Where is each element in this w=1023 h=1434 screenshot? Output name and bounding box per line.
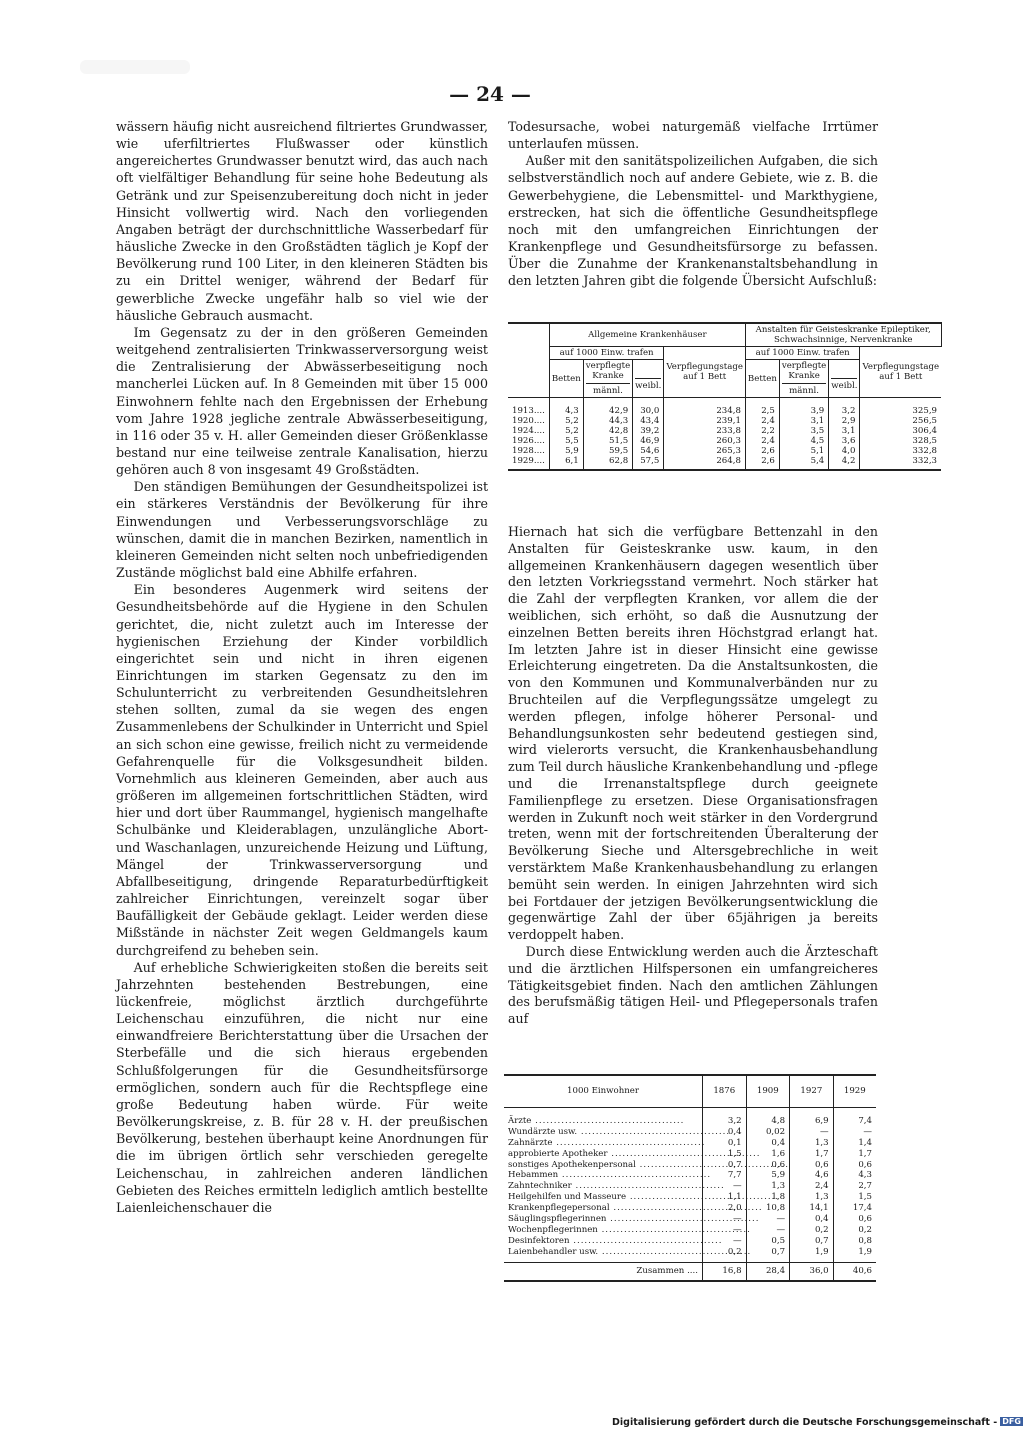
table-cell: 44,3 xyxy=(583,416,632,426)
table-row xyxy=(508,426,941,436)
table-cell: 0,2 xyxy=(833,1225,876,1236)
table-cell: 0,8 xyxy=(833,1236,876,1247)
table-cell: 4,3 xyxy=(833,1170,876,1181)
table-cell: 0,2 xyxy=(790,1225,834,1236)
table-cell: 2,4 xyxy=(745,436,779,446)
table-cell: 3,6 xyxy=(829,436,860,446)
row-label xyxy=(504,1203,703,1214)
table-cell: 2,2 xyxy=(745,426,779,436)
table-cell: 0,1 xyxy=(703,1138,747,1149)
table-row xyxy=(504,1127,876,1138)
row-label xyxy=(504,1192,703,1203)
paragraph: Den ständigen Bemühungen der Gesundheitspolizei ist ein stärkeres Verständnis der Bevölkerung für ihre Einwendungen und Verbesserungsvorschläge zu wünschen, damit die in manchen Bezirken, namentlich in kleineren Gemeinden nicht selten noch unbefriedigenden Zustände möglichst bald eine Abhilfe erfahren. xyxy=(116,479,488,581)
table-cell: 4,8 xyxy=(746,1107,790,1126)
table-row xyxy=(504,1203,876,1214)
table-row xyxy=(504,1214,876,1225)
table-cell: 4,2 xyxy=(829,456,860,470)
female-label: weibl. xyxy=(831,378,857,391)
left-text-column xyxy=(116,118,488,1216)
table-cell: 332,8 xyxy=(860,446,941,456)
table-cell: 30,0 xyxy=(633,398,664,417)
table-cell: 39,2 xyxy=(633,426,664,436)
row-label-text: Säuglingspflegerinnen ..... xyxy=(508,1214,759,1224)
general-hospitals-header: Allgemeine Krankenhäuser xyxy=(549,323,745,347)
table-cell: 1,3 xyxy=(790,1138,834,1149)
table-cell: — xyxy=(703,1181,747,1192)
table-cell: 5,4 xyxy=(779,456,828,470)
table-cell: — xyxy=(703,1214,747,1225)
table-row xyxy=(504,1160,876,1171)
table-cell: 43,4 xyxy=(633,416,664,426)
table-cell: 3,2 xyxy=(703,1107,747,1126)
table-cell: 332,3 xyxy=(860,456,941,470)
table-cell: 0,6 xyxy=(746,1160,790,1171)
table-cell: 59,5 xyxy=(583,446,632,456)
table-cell: — xyxy=(703,1225,747,1236)
table-cell: 3,2 xyxy=(829,398,860,417)
row-year: 1920.... xyxy=(508,416,549,426)
table-row xyxy=(504,1170,876,1181)
dfg-logo: DFG xyxy=(1002,1417,1021,1426)
row-label-text: Desinfektoren ..... xyxy=(508,1236,723,1246)
total-value: 40,6 xyxy=(833,1262,876,1280)
table-cell: 256,5 xyxy=(860,416,941,426)
table-cell: 0,6 xyxy=(833,1160,876,1171)
table-cell: 0,2 xyxy=(703,1247,747,1262)
table-cell: 3,1 xyxy=(829,426,860,436)
hospital-statistics-table xyxy=(508,322,942,471)
table-cell: 264,8 xyxy=(664,456,746,470)
year-header: 1876 xyxy=(703,1075,747,1107)
table-cell: 1,8 xyxy=(746,1192,790,1203)
right-text-column-bottom xyxy=(508,524,878,1028)
row-label-text: Ärzte ..... xyxy=(508,1116,684,1126)
table-cell: 51,5 xyxy=(583,436,632,446)
table-row xyxy=(504,1247,876,1262)
table-cell: 42,8 xyxy=(583,426,632,436)
table-cell: 5,9 xyxy=(746,1170,790,1181)
male-header: männl. xyxy=(593,386,623,396)
female-header xyxy=(633,360,664,398)
year-header: 1929 xyxy=(833,1075,876,1107)
table-cell: 325,9 xyxy=(860,398,941,417)
table-cell: 46,9 xyxy=(633,436,664,446)
row-year: 1928.... xyxy=(508,446,549,456)
table-cell: 1,1 xyxy=(703,1192,747,1203)
row-label xyxy=(504,1170,703,1181)
table-cell: 3,9 xyxy=(779,398,828,417)
paragraph: Durch diese Entwicklung werden auch die Ärzteschaft und die ärztlichen Hilfspersonen ein umfangreicheres Tätigkeitsgebiet finden. Nach den amtlichen Zählungen des berufsmäßig tätigen Heil- und Pflegepersonals trafen auf xyxy=(508,943,878,1027)
paragraph: Hiernach hat sich die verfügbare Bettenzahl in den Anstalten für Geisteskranke usw. kaum, in den allgemeinen Krankenhäusern dagegen wesentlich über den letzten Vorkriegsstand vermehrt. Noch stärker hat die Zahl der verpflegten Kranken, vor allem die der weiblichen, sich erhöht, so daß die Ausnutzung der einzelnen Betten bereits ihren Höchstgrad erlangt hat. Im letzten Jahre ist in dieser Hinsicht eine gewisse Erleichterung eingetreten. Da die Anstaltsunkosten, die von den Kommunen und Kommunalverbänden nur zu Bruchteilen auf die Verpflegungssätze umgelegt zu werden pflegen, infolge höherer Personal- und Behandlungsunkosten sehr bedeutend gestiegen sind, wird vielerorts versucht, die Krankenhausbehandlung zum Teil durch häusliche Krankenbehandlung und -pflege und die Irrenanstaltspflege durch geeignete Familienpflege zu ersetzen. Diese Organisationsfragen werden in Zukunft noch weit stärker in den Vordergrund treten, wenn mit der fortschreitenden Überalterung der Bevölkerung Sieche und Altersgebrechliche in weit verstärktem Maße Krankenhausbehandlung zu erlangen bemüht sein werden. In einigen Jahrzehnten wird sich bei Fortdauer der jetzigen Bevölkerungsentwicklung die gegenwärtige Zahl der über 65jährigen ja bereits verdoppelt haben. xyxy=(508,524,878,943)
paragraph: Im Gegensatz zu der in den größeren Gemeinden weitgehend zentralisierten Trinkwasserversorgung weist die Zentralisierung der Abwässerbeseitigung noch mancherlei Lücken auf. In 8 Gemeinden mit über 15 000 Einwohnern fehlte nach den Ergebnissen der Erhebung vom Jahre 1928 jegliche zentrale Abwässerbeseitigung, in 116 oder 35 v. H. aller Gemeinden dieser Größenklasse bestand nur eine teilweise zentrale Kanalisation, hierzu gehören auch 8 von insgesamt 49 Großstädten. xyxy=(116,324,488,478)
table-cell: 0,7 xyxy=(746,1247,790,1262)
table-cell: 14,1 xyxy=(790,1203,834,1214)
table-row xyxy=(504,1181,876,1192)
care-days-header: Verpflegungstage auf 1 Bett xyxy=(664,347,746,398)
table-cell: 4,6 xyxy=(790,1170,834,1181)
staff-label-header: 1000 Einwohner xyxy=(504,1075,703,1107)
year-header: 1927 xyxy=(790,1075,834,1107)
table-cell: 1,9 xyxy=(790,1247,834,1262)
beds-header: Betten xyxy=(549,360,583,398)
mental-institutions-header: Anstalten für Geisteskranke Epileptiker, Schwachsinnige, Nervenkranke xyxy=(745,323,941,347)
total-label: Zusammen .... xyxy=(504,1262,703,1280)
row-label-text: Krankenpflegepersonal ..... xyxy=(508,1203,763,1213)
row-label xyxy=(504,1247,703,1262)
table-row xyxy=(508,436,941,446)
year-header: 1909 xyxy=(746,1075,790,1107)
female-label: weibl. xyxy=(635,378,661,391)
table-cell: 54,6 xyxy=(633,446,664,456)
table-cell: 1,3 xyxy=(746,1181,790,1192)
table-cell: 2,4 xyxy=(790,1181,834,1192)
table-cell: 0,02 xyxy=(746,1127,790,1138)
table-cell: 4,3 xyxy=(549,398,583,417)
table-cell: 260,3 xyxy=(664,436,746,446)
paragraph: Auf erhebliche Schwierigkeiten stoßen die bereits seit Jahrzehnten bestehenden Bestrebungen, eine lückenfreie, möglichst ärztlich durchgeführte Leichenschau einzuführen, die nicht nur eine einwandfreiere Berichterstattung über die Ursachen der Sterbefälle und die sich hieraus ergebenden Schlußfolgerungen für die Gesundheitsfürsorge ermöglichen, sondern auch für die Rechtspflege eine große Bedeutung haben würde. Für weite Bevölkerungskreise, z. B. für 28 v. H. der preußischen Bevölkerung, bestehen überhaupt keine Anordnungen für die im übrigen örtlich sehr verschieden geregelte Leichenschau, in zahlreichen anderen ländlichen Gebieten des Reiches ermitteln lediglich amtlich bestellte Laienleichenschauer die xyxy=(116,959,488,1215)
row-label xyxy=(504,1181,703,1192)
total-value: 16,8 xyxy=(703,1262,747,1280)
page-number: — 24 — xyxy=(449,82,531,106)
table-cell: 0,6 xyxy=(790,1160,834,1171)
table-cell: 2,6 xyxy=(745,446,779,456)
row-label xyxy=(504,1138,703,1149)
table-cell: 0,5 xyxy=(746,1236,790,1247)
row-year: 1926.... xyxy=(508,436,549,446)
table-row xyxy=(504,1192,876,1203)
table-cell: 1,7 xyxy=(790,1149,834,1160)
table-cell: 1,6 xyxy=(746,1149,790,1160)
table-cell: 1,5 xyxy=(833,1192,876,1203)
table-cell: 2,0 xyxy=(703,1203,747,1214)
table-cell: — xyxy=(833,1127,876,1138)
table-row xyxy=(504,1236,876,1247)
table-cell: 1,3 xyxy=(790,1192,834,1203)
paragraph: Außer mit den sanitätspolizeilichen Aufgaben, die sich selbstverständlich noch auf andere Gebiete, wie z. B. die Gewerbehygiene, die Lebensmittel- und Markthygiene, erstrecken, hat sich die öffentliche Gesundheitspflege noch mit den umfangreichen Einrichtungen der Krankenpflege und Gesundheitsfürsorge zu befassen. Über die Zunahme der Krankenanstaltsbehandlung in den letzten Jahren gibt die folgende Übersicht Aufschluß: xyxy=(508,153,878,289)
table-cell: 306,4 xyxy=(860,426,941,436)
table-cell: 1,7 xyxy=(833,1149,876,1160)
row-label xyxy=(504,1127,703,1138)
table-row xyxy=(508,416,941,426)
footer-text: Digitalisierung gefördert durch die Deutsche Forschungsgemeinschaft - xyxy=(612,1417,998,1428)
cared-patients-label: verpflegte Kranke xyxy=(781,361,827,381)
cared-header xyxy=(779,360,828,398)
table-cell: 2,6 xyxy=(745,456,779,470)
table-cell: 57,5 xyxy=(633,456,664,470)
paragraph: wässern häufig nicht ausreichend filtriertes Grundwasser, wie uferfiltriertes Flußwasser oder künstlich angereichertes Grundwasser benutzt wird, das auch nach oft vielfältiger Behandlung für seine hohe Bedeutung als Getränk und zur Speisenzubereitung doch nicht in jeder Hinsicht vollwertig wird. Nach den vorliegenden Angaben beträgt der durchschnittliche Wasserbedarf für häusliche Zwecke in den Großstädten täglich je Kopf der Bevölkerung rund 100 Liter, in den kleineren Städten bis zu ein Drittel weniger, während der Bedarf für gewerbliche Zwecke ungefähr halb so viel wie der häusliche Gebrauch ausmacht. xyxy=(116,119,488,323)
table-cell: 1,5 xyxy=(703,1149,747,1160)
male-header: männl. xyxy=(782,383,826,396)
row-label-text: Hebammen ..... xyxy=(508,1170,711,1180)
table-cell: 4,5 xyxy=(779,436,828,446)
table-cell: — xyxy=(746,1214,790,1225)
table-cell: 2,7 xyxy=(833,1181,876,1192)
female-header xyxy=(829,360,860,398)
table-cell: 7,7 xyxy=(703,1170,747,1181)
year-header xyxy=(508,323,549,398)
per-1000-header: auf 1000 Einw. trafen xyxy=(745,347,860,360)
table-cell: 0,7 xyxy=(703,1160,747,1171)
table-cell: 62,8 xyxy=(583,456,632,470)
row-label-text: sonstiges Apothekenpersonal ..... xyxy=(508,1160,789,1170)
table-row xyxy=(504,1107,876,1126)
table-cell: 42,9 xyxy=(583,398,632,417)
row-label xyxy=(504,1160,703,1171)
table-cell: 0,4 xyxy=(790,1214,834,1225)
row-label xyxy=(504,1214,703,1225)
table-row xyxy=(508,398,941,417)
table-cell: 0,4 xyxy=(703,1127,747,1138)
sex-subheader xyxy=(586,383,630,396)
table-cell: 239,1 xyxy=(664,416,746,426)
row-year: 1913.... xyxy=(508,398,549,417)
row-label-text: approbierte Apotheker ..... xyxy=(508,1149,760,1159)
per-1000-header: auf 1000 Einw. trafen xyxy=(549,347,664,360)
table-cell: 5,9 xyxy=(549,446,583,456)
table-cell: 328,5 xyxy=(860,436,941,446)
scan-smudge xyxy=(80,60,190,74)
row-label-text: Zahnärzte ..... xyxy=(508,1138,705,1148)
table-cell: 6,9 xyxy=(790,1107,834,1126)
row-label-text: Heilgehilfen und Masseure ..... xyxy=(508,1192,779,1202)
row-year: 1924.... xyxy=(508,426,549,436)
row-label-text: Zahntechniker ..... xyxy=(508,1181,725,1191)
table-row xyxy=(508,446,941,456)
table-cell: 2,9 xyxy=(829,416,860,426)
row-label xyxy=(504,1225,703,1236)
cared-header xyxy=(583,360,632,398)
table-cell: 5,1 xyxy=(779,446,828,456)
table-cell: 234,8 xyxy=(664,398,746,417)
table-cell: 0,6 xyxy=(833,1214,876,1225)
table-cell: — xyxy=(790,1127,834,1138)
paragraph: Todesursache, wobei naturgemäß vielfache Irrtümer unterlaufen müssen. xyxy=(508,119,878,152)
table-cell: — xyxy=(746,1225,790,1236)
table-cell: — xyxy=(703,1236,747,1247)
medical-staff-table xyxy=(504,1074,876,1282)
table-cell: 1,9 xyxy=(833,1247,876,1262)
table-row xyxy=(504,1138,876,1149)
total-value: 36,0 xyxy=(790,1262,834,1280)
table-cell: 1,4 xyxy=(833,1138,876,1149)
cared-patients-label: verpflegte Kranke xyxy=(585,361,631,381)
row-year: 1929.... xyxy=(508,456,549,470)
table-cell: 5,2 xyxy=(549,416,583,426)
row-label-text: Wochenpflegerinnen ..... xyxy=(508,1225,751,1235)
row-label xyxy=(504,1236,703,1247)
table-cell: 4,0 xyxy=(829,446,860,456)
table-cell: 2,5 xyxy=(745,398,779,417)
table-cell: 265,3 xyxy=(664,446,746,456)
row-label xyxy=(504,1149,703,1160)
paragraph: Ein besonderes Augenmerk wird seitens der Gesundheitsbehörde auf die Hygiene in den Schulen gerichtet, die, nicht zuletzt auch im Interesse der hygienischen Erziehung der Kinder vorbildlich eingerichtet sein und nicht in ihren eigenen Einrichtungen im starken Gegensatz zu den im Schulunterricht zu verbreitenden Gesundheitslehren stehen sollten, zumal da sie wegen des engen Zusammenlebens der Schulkinder in Unterricht und Spiel an sich schon eine gewisse, freilich nicht zu vermeidende Gefahrenquelle für die Volksgesundheit bilden. Vornehmlich aus kleineren Gemeinden, aber auch aus größeren im allgemeinen fortschrittlichen Städten, wird hier und dort über Raummangel, hygienisch mangelhafte Schulbänke und Kleiderablagen, unzulängliche Abort- und Waschanlagen, unzureichende Heizung und Lüftung, Mängel der Trinkwasserversorgung und Abfallbeseitigung, dringende Reparaturbedürftigkeit zahlreicher Einrichtungen, vereinzelt sogar über Baufälligkeit der Gebäude geklagt. Leider werden diese Mißstände in nächster Zeit wegen Geldmangels kaum durchgreifend zu beheben sein. xyxy=(116,582,488,958)
table-row xyxy=(504,1149,876,1160)
table-row xyxy=(504,1225,876,1236)
table-cell: 2,4 xyxy=(745,416,779,426)
table-cell: 17,4 xyxy=(833,1203,876,1214)
row-label xyxy=(504,1107,703,1126)
row-label-text: Laienbehandler usw. ..... xyxy=(508,1247,751,1257)
table-cell: 5,5 xyxy=(549,436,583,446)
table-cell: 0,4 xyxy=(746,1138,790,1149)
table-row xyxy=(508,456,941,470)
table-cell: 3,1 xyxy=(779,416,828,426)
table-cell: 5,2 xyxy=(549,426,583,436)
table-cell: 3,5 xyxy=(779,426,828,436)
row-label-text: Wundärzte usw. ..... xyxy=(508,1127,730,1137)
table-cell: 0,7 xyxy=(790,1236,834,1247)
table-cell: 7,4 xyxy=(833,1107,876,1126)
right-text-column-top xyxy=(508,118,878,290)
total-value: 28,4 xyxy=(746,1262,790,1280)
table-cell: 6,1 xyxy=(549,456,583,470)
table-cell: 10,8 xyxy=(746,1203,790,1214)
beds-header: Betten xyxy=(745,360,779,398)
footer-credit xyxy=(612,1417,1023,1428)
table-cell: 233,8 xyxy=(664,426,746,436)
care-days-header: Verpflegungstage auf 1 Bett xyxy=(860,347,941,398)
